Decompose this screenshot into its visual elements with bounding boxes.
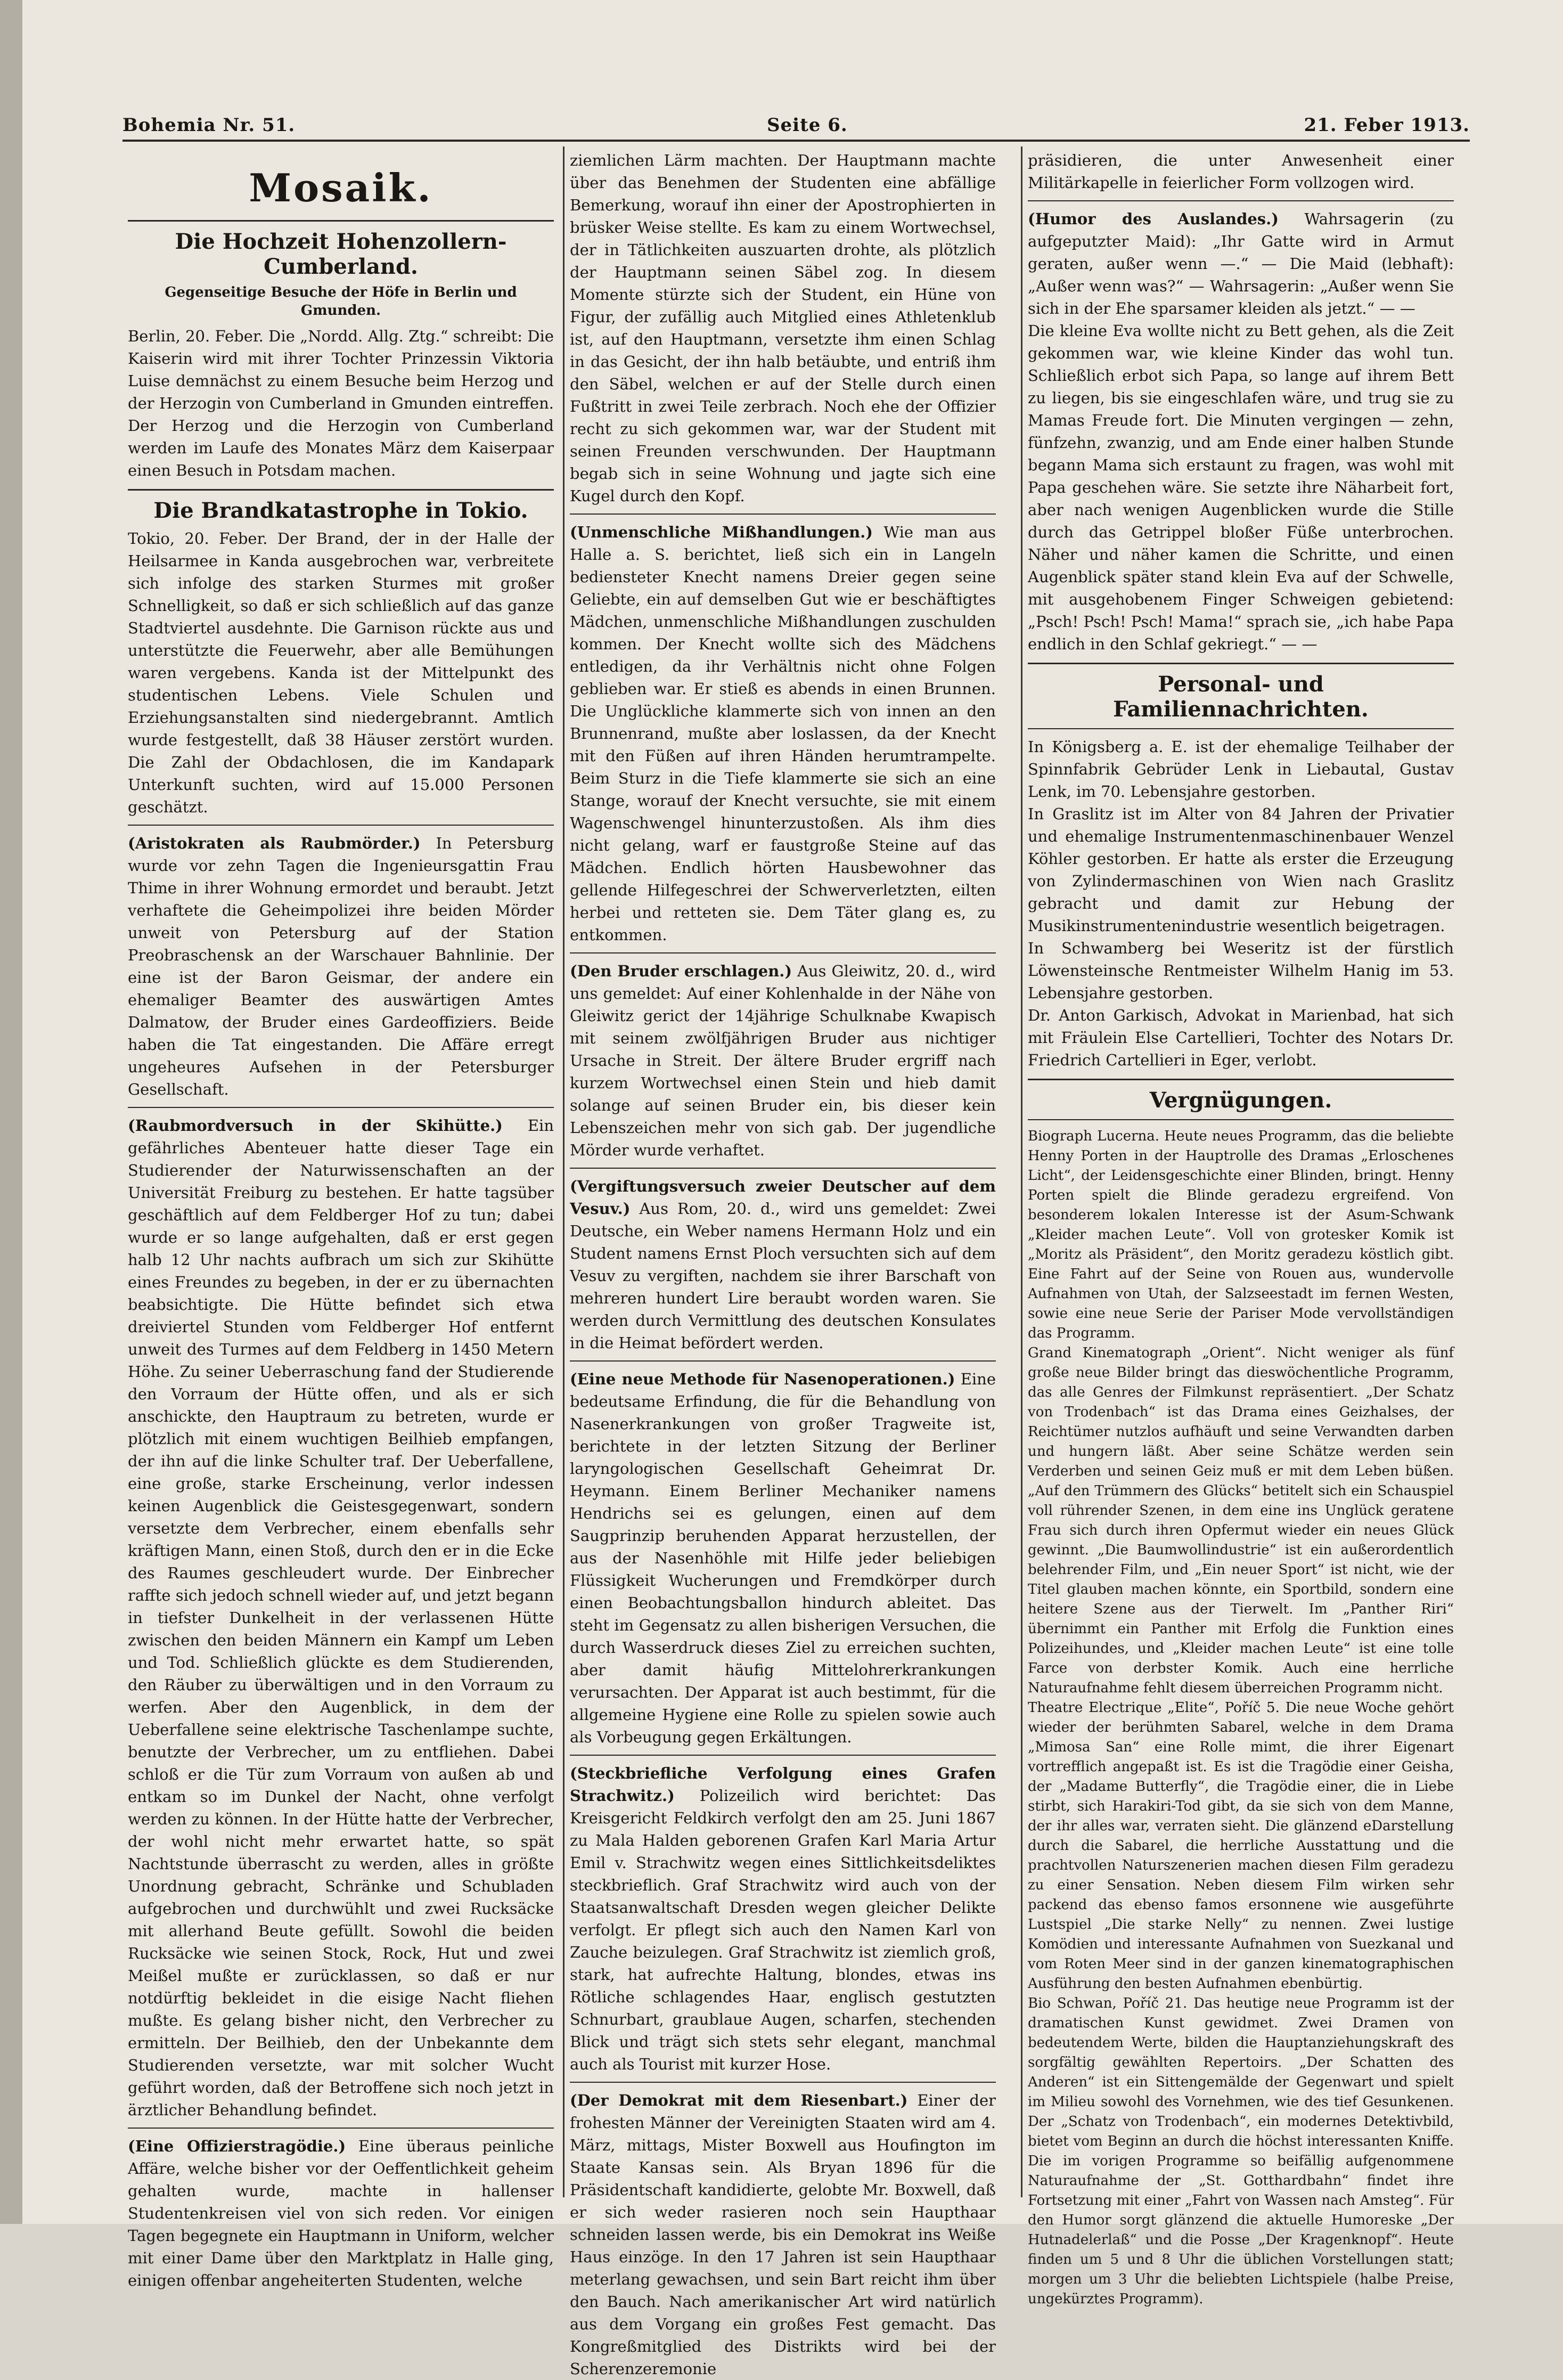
column-3	[1028, 149, 1454, 2307]
article-lead: (Der Demokrat mit dem Riesenbart.)	[570, 2091, 908, 2109]
article-body	[570, 1762, 996, 2075]
article-body	[570, 1175, 996, 1354]
column-1	[128, 149, 554, 2289]
divider	[1028, 728, 1454, 729]
article-lead: (Humor des Auslandes.)	[1028, 210, 1279, 228]
column-divider	[1021, 146, 1022, 2197]
article-text: Aus Gleiwitz, 20. d., wird uns gemeldet: Auf einer Kohlenhalde in der Nähe von Gleiwitz gerict der 14jährige Schulknabe Kwapisch mit seinem zwölfjährigen Bruder aus nichtiger Ursache in Streit. Der ältere Bruder ergriff nach kurzem Wortwechsel einen Stein und hieb damit solange auf seinen Bruder ein, bis dieser kein Lebenszeichen mehr von sich gab. Der jugendliche Mörder wurde verhaftet.	[570, 962, 996, 1159]
article-body: Grand Kinematograph „Orient“. Nicht weniger als fünf große neue Bilder bringt das dieswöchentliche Programm, das alle Genres der Filmkunst repräsentiert. „Der Schatz von Trodenbach“ ist das Drama eines Geizhalses, der Reichtümer nutzlos aufhäuft und seine Verwandten darben und hungern läßt. Aber seine Schätze werden sein Verderben und seinen Geiz muß er mit dem Leben büßen. „Auf den Trümmern des Glücks“ betitelt sich ein Schauspiel voll rührender Szenen, in dem eine ins Unglück geratene Frau sich durch ihren Opfermut wieder ein neues Glück gewinnt. „Die Baumwollindustrie“ ist ein außerordentlich belehrender Film, und „Ein neuer Sport“ ist nicht, wie der Titel glauben machen könnte, ein Sportbild, sondern eine heitere Szene aus der Tierwelt. Im „Panther Riri“ übernimmt ein Panther mit Erfolg die Funktion eines Polizeihundes, und „Kleider machen Leute“ ist eine tolle Farce von derbster Komik. Auch eine herrliche Naturaufnahme fehlt diesem überreichen Programm nicht.	[1028, 1345, 1454, 1696]
section-masthead: Mosaik.	[249, 165, 433, 210]
article-text: Wahrsagerin (zu aufgeputzter Maid): „Ihr Gatte wird in Armut geraten, außer wenn —.“ — Die Maid (lebhaft): „Außer wenn was?“ — Wahrsagerin: „Außer wenn Sie sich in der Ehe sparsamer kleiden als jetzt.“ — —	[1028, 210, 1454, 317]
article-body	[1028, 208, 1454, 320]
article-text: Aus Rom, 20. d., wird uns gemeldet: Zwei Deutsche, ein Weber namens Hermann Holz und ein Student namens Ernst Ploch versuchten sich auf dem Vesuv zu vergiften, nachdem sie ihrer Barschaft von mehreren hundert Lire beraubt worden waren. Sie werden durch Vermittlung des deutschen Konsulates in die Heimat befördert werden.	[570, 1200, 996, 1352]
article-body	[570, 960, 996, 1161]
article-body	[570, 2089, 996, 2380]
article-lead: (Vergiftungsversuch zweier Deutscher auf dem Vesuv.)	[570, 1177, 996, 1218]
article-body: In Königsberg a. E. ist der ehemalige Teilhaber der Spinnfabrik Gebrüder Lenk in Liebautal, Gustav Lenk, im 70. Lebensjahre gestorben.	[1028, 738, 1454, 801]
divider	[128, 1107, 554, 1108]
page-header	[122, 109, 1470, 141]
article-body: Die kleine Eva wollte nicht zu Bett gehen, als die Zeit gekommen war, wie kleine Kinder das wohl tun. Schließlich erbot sich Papa, so lange auf ihrem Bett zu liegen, bis sie eingeschlafen wäre, und trug sie zu Mamas Freude fort. Die Minuten vergingen — zehn, fünfzehn, zwanzig, und am Ende einer halben Stunde begann Mama sich erstaunt zu fragen, was wohl mit Papa geschehen wäre. Sie setzte ihre Näharbeit fort, aber nach wenigen Augenblicken wurde die Stille durch das Getrippel bloßer Füße unterbrochen. Näher und näher kamen die Schritte, und einen Augenblick später stand klein Eva auf der Schwelle, mit ausgehobenem Finger Schweigen gebietend: „Psch! Psch! Psch! Mama!“ sprach sie, „ich habe Papa endlich in den Schlaf gekriegt.“ — —	[1028, 322, 1454, 653]
divider	[128, 220, 554, 222]
article-body: präsidieren, die unter Anwesenheit einer Militärkapelle in feierlicher Form vollzogen wird.	[1028, 151, 1454, 192]
divider	[128, 489, 554, 491]
section-title: Personal- und Familiennachrichten.	[1113, 672, 1369, 722]
article-body: Bio Schwan, Poříč 21. Das heutige neue Programm ist der dramatischen Kunst gewidmet. Zwei Dramen von bedeutendem Werte, bilden die Hauptanziehungskraft des sorgfältig gewählten Repertoirs. „Der Schatten des Anderen“ ist ein Sittengemälde der Gegenwart und spielt im Milieu sowohl des Vornehmen, wie des tief Gesunkenen. Der „Schatz von Trodenbach“, ein modernes Detektivbild, bietet vom Beginn an durch die höchst interessanten Kniffe. Die im vorigen Programme so beifällig aufgenommene Naturaufnahme der „St. Gotthardbahn“ findet ihre Fortsetzung mit einer „Fahrt von Wassen nach Amsteg“. Für den Humor sorgt glänzend die aktuelle Humoreske „Der Hutnadelerlaß“ und die Posse „Der Kragenknopf“. Heute finden um 5 und 8 Uhr die üblichen Vorstellungen statt; morgen um 3 Uhr die beliebten Lichtspiele (halbe Preise, ungekürztes Programm).	[1028, 1995, 1454, 2307]
article-lead: (Steckbriefliche Verfolgung eines Grafen Strachwitz.)	[570, 1764, 996, 1805]
article-body: Theatre Electrique „Elite“, Poříč 5. Die neue Woche gehört wieder der berühmten Sabarel, welche in dem Drama „Mimosa San“ eine Rolle mimt, die ihrer Eigenart vortrefflich angepaßt ist. Es ist die Tragödie einer Geisha, der „Madame Butterfly“, die Tragödie einer, die in Liebe stirbt, sich Harakiri-Tod gibt, da sie sich von dem Manne, der ihr alles war, verraten sieht. Die glänzend eDarstellung durch die Sabarel, die herrliche Ausstattung und die prachtvollen Naturszenerien machen diesen Film geradezu zu einer Sensation. Neben diesem Film wirken sehr packend das ebenso famos ersonnene wie ausgeführte Lustspiel „Die starke Nelly“ zu nennen. Zwei lustige Komödien und interessante Aufnahmen von Suezkanal und vom Roten Meer sind in der ganzen kinematographischen Ausführung den besten Aufnahmen ebenbürtig.	[1028, 1700, 1454, 1992]
article-body: Dr. Anton Garkisch, Advokat in Marienbad, hat sich mit Fräulein Else Cartellieri, Tochter des Notars Dr. Friedrich Cartellieri in Eger, verlobt.	[1028, 1006, 1454, 1069]
article-text: Polizeilich wird berichtet: Das Kreisgericht Feldkirch verfolgt den am 25. Juni 1867 zu Mala Halden geborenen Grafen Karl Maria Artur Emil v. Strachwitz wegen eines Sittlichkeitsdeliktes steckbrieflich. Graf Strachwitz wird auch von der Staatsanwaltschaft Dresden wegen gleicher Delikte verfolgt. Er pflegt sich auch den Namen Karl von Zauche beizulegen. Graf Strachwitz ist ziemlich groß, stark, hat aufrechte Haltung, blondes, etwas ins Rötliche schlagendes Haar, englisch gestutzten Schnurbart, graublaue Augen, scharfen, stechenden Blick und trägt sich stets sehr elegant, manchmal auch als Tourist mit kurzer Hose.	[570, 1787, 996, 2073]
divider	[570, 1360, 996, 1362]
article-text: Eine überaus peinliche Affäre, welche bisher vor der Oeffentlichkeit geheim gehalten wurde, machte in hallenser Studentenkreisen viel von sich reden. Vor einigen Tagen begegnete ein Hauptmann in Uniform, welcher mit einer Dame über den Marktplatz in Halle ging, einigen offenbar angeheiterten Studenten, welche	[128, 2137, 554, 2289]
divider	[570, 1168, 996, 1169]
divider	[1028, 1119, 1454, 1120]
divider	[1028, 663, 1454, 664]
column-2	[570, 149, 996, 2378]
article-body: In Graslitz ist im Alter von 84 Jahren der Privatier und ehemalige Instrumentenmaschinenbauer Wenzel Köhler gestorben. Er hatte als erster die Erzeugung von Zylindermaschinen von Wien nach Graslitz gebracht und damit zur Hebung der Musikinstrumentenindustrie wesentlich beigetragen.	[1028, 805, 1454, 935]
divider	[570, 514, 996, 515]
article-title: Die Brandkatastrophe in Tokio.	[153, 498, 528, 523]
article-text: In Petersburg wurde vor zehn Tagen die Ingenieursgattin Frau Thime in ihrer Wohnung ermordet und beraubt. Jetzt verhaftete die Geheimpolizei ihre beiden Mörder unweit von Petersburg auf der Station Preobraschensk an der Warschauer Bahnlinie. Der eine ist der Baron Geismar, der andere ein ehemaliger Beamter des auswärtigen Amtes Dalmatow, der Bruder eines Gardeoffiziers. Beide haben die Tat eingestanden. Die Affäre erregt ungeheures Aufsehen in der Petersburger Gesellschaft.	[128, 834, 554, 1098]
article-text: Ein gefährliches Abenteuer hatte dieser Tage ein Studierender der Naturwissenschaften an der Universität Freiburg zu bestehen. Er hatte tagsüber geschäftlich auf dem Feldberger Hof zu tun; dabei wurde er so lange aufgehalten, daß er erst gegen halb 12 Uhr nachts aufbrach um sich zur Skihütte eines Freundes zu begeben, in der er zu übernachten beabsichtigte. Die Hütte befindet sich etwa dreiviertel Stunden vom Feldberger Hof entfernt unweit des Turmes auf dem Feldberg in 1450 Metern Höhe. Zu seiner Ueberraschung fand der Studierende den Vorraum der Hütte offen, und als er sich anschickte, den Hauptraum zu betreten, wurde er plötzlich mit einem wuchtigen Beilhieb empfangen, der ihn auf die linke Schulter traf. Der Ueberfallene, eine große, starke Erscheinung, verlor indessen keinen Augenblick die Geistesgegenwart, sondern versetzte dem Verbrecher, einem ebenfalls sehr kräftigen Mann, einen Stoß, durch den er in die Ecke des Raumes geschleudert wurde. Der Einbrecher raffte sich jedoch schnell wieder auf, und jetzt begann in tiefster Dunkelheit in der verlassenen Hütte zwischen den beiden Männern ein Kampf um Leben und Tod. Schließlich glückte es dem Studierenden, den Räuber zu überwältigen und in den Vorraum zu werfen. Aber den Augenblick, in dem der Ueberfallene seine elektrische Taschenlampe suchte, benutzte der Verbrecher, um zu entfliehen. Dabei schloß er die Tür zum Vorraum von außen ab und entkam so im Dunkel der Nacht, ohne verfolgt werden zu können. In der Hütte hatte der Verbrecher, der wohl nicht mehr erwartet hatte, so spät Nachtstunde überrascht zu werden, alles in größte Unordnung gebracht, Schränke und Schubladen aufgebrochen und durchwühlt und zwei Rucksäcke mit allerhand Beute gefüllt. Sowohl die beiden Rucksäcke wie seinen Stock, Rock, Hut und zwei Meißel mußte er zurücklassen, so daß er nur notdürftig bekleidet in die eisige Nacht fliehen mußte. Es gelang bisher nicht, den Verbrecher zu ermitteln. Der Beilhieb, den der Unbekannte dem Studierenden versetzte, war mit solcher Wucht geführt worden, daß der Betroffene sich noch jetzt in ärztlicher Behandlung befindet.	[128, 1116, 554, 2119]
article-body	[570, 521, 996, 946]
divider	[570, 2082, 996, 2083]
article-body	[128, 1114, 554, 2121]
article-text: Eine bedeutsame Erfindung, die für die Behandlung von Nasenerkrankungen von großer Tragweite ist, berichtete in der letzten Sitzung der Berliner laryngologischen Gesellschaft Geheimrat Dr. Heymann. Einem Berliner Mechaniker namens Hendrichs sei es gelungen, einen auf dem Saugprinzip beruhenden Apparat herzustellen, der aus der Nasenhöhle mit Hilfe jeder beliebigen Flüssigkeit Wucherungen und Fremdkörper durch einen Beobachtungsballon hindurch ableitet. Das steht im Gegensatz zu allen bisherigen Versuchen, die durch Wasserdruck dieses Ziel zu erreichen suchten, aber damit häufig Mittelohrerkrankungen verursachten. Der Apparat ist auch bestimmt, für die allgemeine Hygiene eine Rolle zu spielen sowie auch als Vorbeugung gegen Erkältungen.	[570, 1370, 996, 1746]
article-lead: (Eine Offizierstragödie.)	[128, 2137, 346, 2155]
divider	[570, 1755, 996, 1756]
article-body: In Schwamberg bei Weseritz ist der fürstlich Löwensteinsche Rentmeister Wilhelm Hanig im 53. Lebensjahre gestorben.	[1028, 939, 1454, 1002]
divider	[128, 825, 554, 826]
divider	[1028, 200, 1454, 201]
article-body	[128, 2135, 554, 2292]
header-rule	[122, 140, 1470, 142]
article-body: Biograph Lucerna. Heute neues Programm, das die beliebte Henny Porten in der Hauptrolle des Dramas „Erloschenes Licht“, der Leidensgeschichte einer Blinden, bringt. Henny Porten spielt die Blinde geradezu ergreifend. Von besonderem lokalen Interesse ist der Asum-Schwank „Kleider machen Leute“. Voll von grotesker Komik ist „Moritz als Präsident“, den Moritz geradezu köstlich gibt. Eine Fahrt auf der Seine von Rouen aus, wundervolle Aufnahmen von Utah, der Salzseestadt im fernen Westen, sowie eine neue Serie der Pariser Mode vervollständigen das Programm.	[1028, 1128, 1454, 1341]
header-page-number: Seite 6.	[767, 115, 848, 136]
divider	[128, 2128, 554, 2129]
article-body	[570, 1368, 996, 1748]
column-divider	[563, 146, 564, 2197]
article-lead: (Eine neue Methode für Nasenoperationen.)	[570, 1370, 955, 1388]
article-subtitle: Gegenseitige Besuche der Höfe in Berlin und Gmunden.	[165, 284, 517, 319]
article-lead: (Den Bruder erschlagen.)	[570, 962, 792, 980]
header-date: 21. Feber 1913.	[1304, 115, 1470, 136]
article-lead: (Unmenschliche Mißhandlungen.)	[570, 523, 873, 541]
article-lead: (Aristokraten als Raubmörder.)	[128, 834, 421, 852]
article-body	[128, 832, 554, 1101]
page-edge-shadow	[0, 0, 22, 2224]
divider	[1028, 1079, 1454, 1080]
article-body: ziemlichen Lärm machten. Der Hauptmann machte über das Benehmen der Studenten eine abfällige Bemerkung, worauf ihn einer der Apostrophierten in brüsker Weise stellte. Es kam zu einem Wortwechsel, der in Tätlichkeiten auszuarten drohte, als plötzlich der Hauptmann seinen Säbel zog. In diesem Momente stürzte sich der Student, ein Hüne von Figur, der zufällig auch Mitglied eines Athletenklub ist, auf den Hauptmann, versetzte ihm einen Schlag in das Gesicht, der ihn halb betäubte, und entriß ihm den Säbel, welchen er auf der Stelle durch einen Fußtritt in zwei Teile zerbrach. Noch ehe der Offizier recht zu sich gekommen war, war der Student mit seinen Freunden verschwunden. Der Hauptmann begab sich in seine Wohnung und jagte sich eine Kugel durch den Kopf.	[570, 151, 996, 505]
article-body: Berlin, 20. Feber. Die „Nordd. Allg. Ztg.“ schreibt: Die Kaiserin wird mit ihrer Tochter Prinzessin Viktoria Luise demnächst zu einem Besuche beim Herzog und der Herzogin von Cumberland in Gmunden eintreffen. Der Herzog und die Herzogin von Cumberland werden im Laufe des Monates März dem Kaiserpaar einen Besuch in Potsdam machen.	[128, 327, 554, 479]
header-issue: Bohemia Nr. 51.	[122, 115, 296, 136]
article-body: Tokio, 20. Feber. Der Brand, der in der Halle der Heilsarmee in Kanda ausgebrochen war, verbreitete sich infolge des starken Sturmes mit großer Schnelligkeit, so daß er sich schließlich auf das ganze Stadtviertel ausdehnte. Die Garnison rückte aus und unterstützte die Feuerwehr, aber alle Bemühungen waren vergebens. Kanda ist der Mittelpunkt des studentischen Lebens. Viele Schulen und Erziehungsanstalten sind niedergebrannt. Amtlich wurde festgestellt, daß 38 Häuser zerstört wurden. Die Zahl der Obdachlosen, die im Kandapark Unterkunft suchten, wird auf 15.000 Personen geschätzt.	[128, 529, 554, 816]
article-text: Einer der frohesten Männer der Vereinigten Staaten wird am 4. März, mittags, Mister Boxwell aus Houfington im Staate Kansas sein. Als Bryan 1896 für die Präsidentschaft kandidierte, gelobte Mr. Boxwell, daß er sich weder rasieren noch sein Haupthaar schneiden lassen werde, bis ein Demokrat ins Weiße Haus einzöge. In den 17 Jahren ist sein Haupthaar meterlang gewachsen, und sein Bart reicht ihm über den Bauch. Nach amerikanischer Art wird natürlich aus dem Vorgang ein großes Fest gemacht. Das Kongreßmitglied des Distrikts wird bei der Scherenzeremonie	[570, 2091, 996, 2378]
article-title: Die Hochzeit Hohenzollern-Cumberland.	[175, 229, 507, 279]
divider	[570, 952, 996, 953]
article-lead: (Raubmordversuch in der Skihütte.)	[128, 1116, 503, 1135]
article-text: Wie man aus Halle a. S. berichtet, ließ sich ein in Langeln bediensteter Knecht namens Dreier gegen seine Geliebte, ein auf demselben Gut wie er beschäftigtes Mädchen, unmenschliche Mißhandlungen zuschulden kommen. Der Knecht wollte sich des Mädchens entledigen, da ihr Verhältnis nicht ohne Folgen geblieben war. Er stieß es abends in einen Brunnen. Die Unglückliche klammerte sich von innen an den Brunnenrand, mußte aber loslassen, da der Knecht mit den Füßen auf ihren Händen herumtrampelte. Beim Sturz in die Tiefe klammerte sie sich an eine Stange, worauf der Knecht versuchte, sie mit einem Wagenschwengel hinunterzustoßen. Als ihm dies nicht gelang, warf er faustgroße Steine auf das Mädchen. Endlich hörten Hausbewohner das gellende Hilfegeschrei der Schwerverletzten, eilten herbei und retteten sie. Dem Täter glang es, zu entkommen.	[570, 523, 996, 944]
section-title: Vergnügungen.	[1149, 1088, 1332, 1113]
